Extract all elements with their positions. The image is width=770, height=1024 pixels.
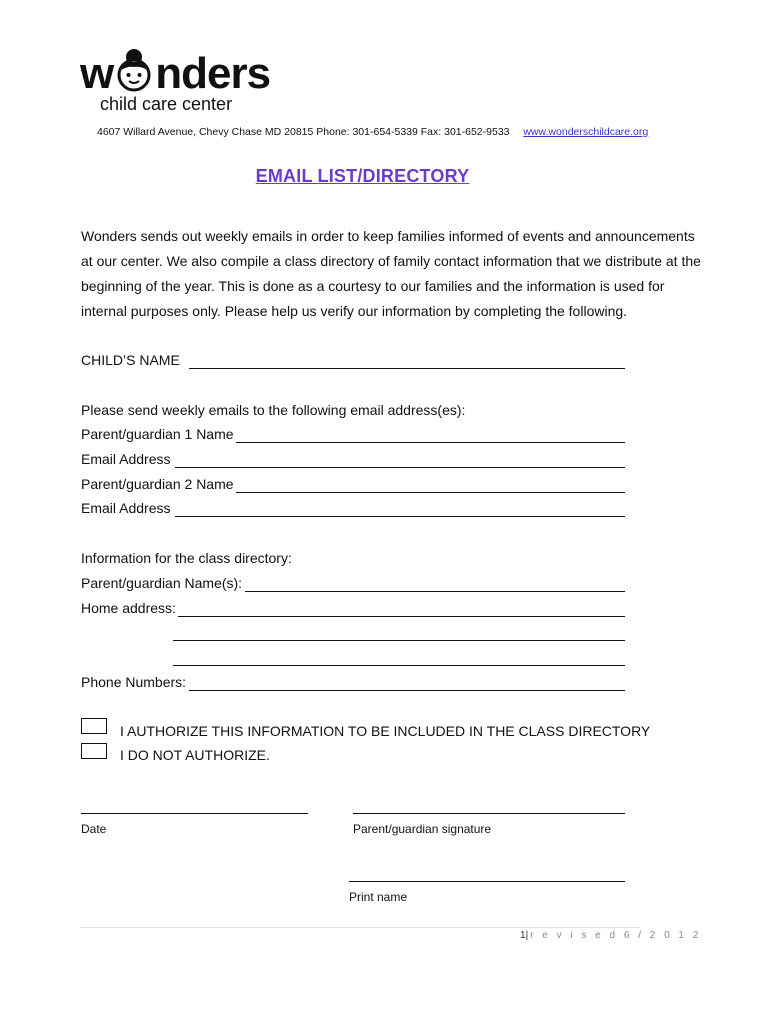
page-footer <box>520 930 701 941</box>
parent1-name-label: Parent/guardian 1 Name <box>81 426 234 442</box>
not-authorize-label <box>120 747 270 763</box>
child-name-field[interactable] <box>189 368 625 369</box>
page-number: 1 <box>520 930 526 941</box>
authorize-checkbox[interactable] <box>81 718 107 734</box>
home-address-field-3[interactable] <box>173 665 625 666</box>
email2-label: Email Address <box>81 500 171 516</box>
footer-separator: | <box>525 930 529 941</box>
parent-names-field[interactable] <box>245 591 625 592</box>
authorize-label: I AUTHORIZE THIS INFORMATION TO BE INCLUDED IN THE CLASS DIRECTORY <box>120 723 651 739</box>
home-address-field-1[interactable] <box>178 616 625 617</box>
print-name-field[interactable] <box>349 881 625 882</box>
not-authorize-checkbox[interactable] <box>81 743 107 759</box>
logo-subtitle: child care center <box>100 94 233 114</box>
email-section-heading: Please send weekly emails to the following email address(es): <box>81 402 466 418</box>
home-address-label: Home address: <box>81 600 176 616</box>
logo-suffix: nders <box>155 49 271 98</box>
intro-paragraph: Wonders sends out weekly emails in order to keep families informed of events and announcements at our center. We also compile a class directory of family contact information that we distribute at the beginning of the year. This is done as a courtesy to our families and the information is used for internal purposes only. Please help us verify our information by completing the following. <box>81 228 701 319</box>
print-name-label: Print name <box>349 890 408 904</box>
signature-label: Parent/guardian signature <box>353 822 492 836</box>
date-field[interactable] <box>81 813 308 814</box>
phone-label: Phone Numbers: <box>81 674 187 690</box>
email1-field[interactable] <box>175 467 625 468</box>
email1-label: Email Address <box>81 451 171 467</box>
parent-names-label: Parent/guardian Name(s): <box>81 575 243 591</box>
page-title: EMAIL LIST/DIRECTORY <box>255 166 470 186</box>
parent2-name-label: Parent/guardian 2 Name <box>81 476 234 492</box>
signature-field[interactable] <box>353 813 625 814</box>
child-face-icon <box>114 48 154 94</box>
child-name-label: CHILD’S NAME <box>81 352 180 368</box>
not-authorize-text: I DO NOT AUTHORIZE <box>120 747 266 763</box>
email2-field[interactable] <box>175 516 625 517</box>
not-authorize-period: . <box>265 747 270 763</box>
home-address-field-2[interactable] <box>173 640 625 641</box>
address-line <box>97 126 648 138</box>
address-text: 4607 Willard Avenue, Chevy Chase MD 20815 Phone: 301-654-5339 Fax: 301-652-9533 <box>97 126 510 138</box>
footer-divider <box>80 927 640 928</box>
phone-field[interactable] <box>189 690 625 691</box>
logo <box>80 48 270 96</box>
date-label: Date <box>81 822 107 836</box>
parent1-name-field[interactable] <box>236 442 625 443</box>
revised-date: r e v i s e d 6 / 2 0 1 2 <box>530 930 702 941</box>
logo-prefix: w <box>80 49 114 98</box>
parent2-name-field[interactable] <box>236 492 625 493</box>
website-link[interactable]: www.wonderschildcare.org <box>523 126 649 138</box>
directory-section-heading: Information for the class directory: <box>81 550 292 566</box>
